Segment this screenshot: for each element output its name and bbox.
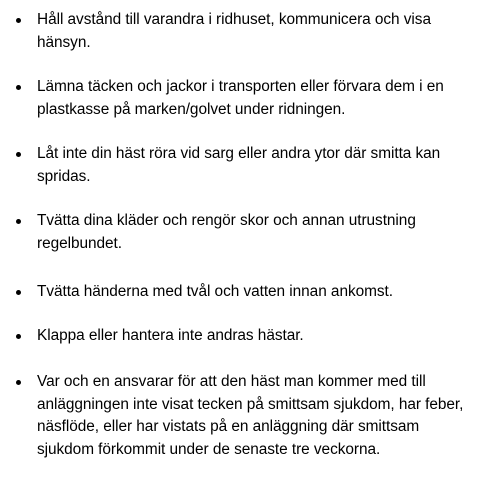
- bullet-text: Håll avstånd till varandra i ridhuset, kommunicera och visa hänsyn.: [37, 11, 431, 51]
- bullet-text: Klappa eller hantera inte andras hästar.: [37, 327, 304, 344]
- bullet-dot-icon: [16, 152, 21, 157]
- bullet-dot-icon: [16, 380, 21, 385]
- bullet-text: Tvätta händerna med tvål och vatten innan ankomst.: [37, 283, 393, 300]
- bullet-dot-icon: [16, 219, 21, 224]
- bullet-dot-icon: [16, 290, 21, 295]
- bullet-dot-icon: [16, 85, 21, 90]
- bullet-text: Tvätta dina kläder och rengör skor och annan utrustning regelbundet.: [37, 212, 416, 252]
- bullet-text: Lämna täcken och jackor i transporten eller förvara dem i en plastkasse på marken/golvet under ridningen.: [37, 78, 444, 118]
- bullet-dot-icon: [16, 334, 21, 339]
- bullet-text: Var och en ansvarar för att den häst man kommer med till anläggningen inte visat tecken på smittsam sjukdom, har feber, näsflöde, eller har vistats på en anläggning där smittsam sjukdom förkommit under de senaste tre veckorna.: [37, 373, 464, 458]
- bullet-dot-icon: [16, 18, 21, 23]
- bullet-text: Låt inte din häst röra vid sarg eller andra ytor där smitta kan spridas.: [37, 145, 441, 185]
